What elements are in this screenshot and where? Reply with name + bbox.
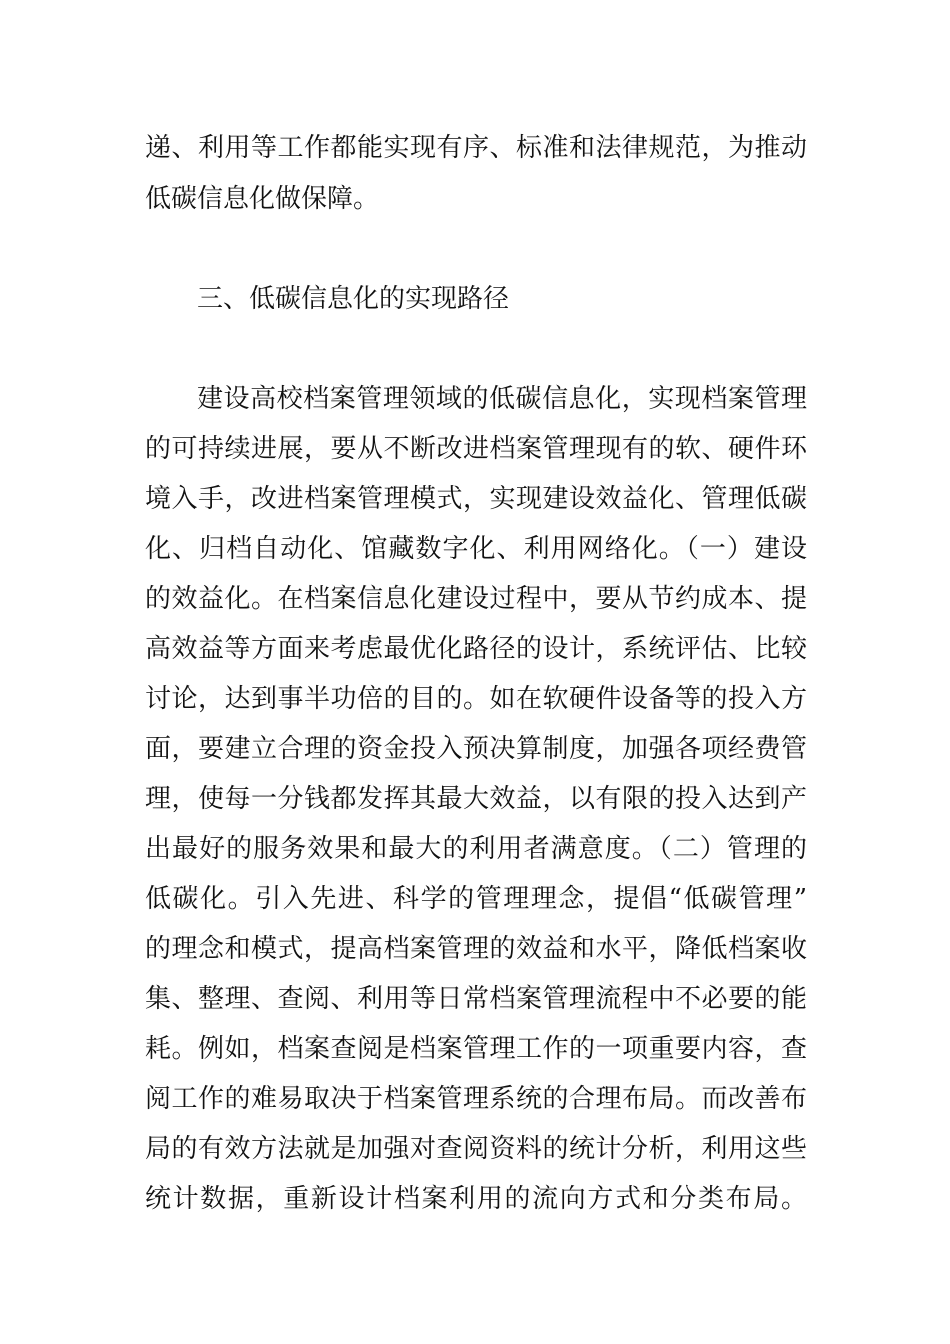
paragraph-line: 建设高校档案管理领域的低碳信息化，实现档案管理: [197, 384, 807, 414]
paragraph-line: 化、归档自动化、馆藏数字化、利用网络化。（一）建设: [145, 534, 807, 564]
paragraph-line: 出最好的服务效果和最大的利用者满意度。（二）管理的: [145, 834, 807, 864]
paragraph-line: 低碳化。引入先进、科学的管理理念，提倡“低碳管理”: [145, 884, 807, 914]
paragraph-line: 境入手，改进档案管理模式，实现建设效益化、管理低碳: [145, 484, 807, 514]
paragraph-line: 统计数据，重新设计档案利用的流向方式和分类布局。: [145, 1184, 807, 1214]
paragraph-line: 阅工作的难易取决于档案管理系统的合理布局。而改善布: [145, 1084, 807, 1114]
paragraph-line: 低碳信息化做保障。: [145, 184, 380, 214]
paragraph-line: 的效益化。在档案信息化建设过程中，要从节约成本、提: [145, 584, 807, 614]
paragraph-line: 高效益等方面来考虑最优化路径的设计，系统评估、比较: [145, 634, 807, 664]
paragraph-line: 耗。例如，档案查阅是档案管理工作的一项重要内容，查: [145, 1034, 807, 1064]
paragraph-line: 局的有效方法就是加强对查阅资料的统计分析，利用这些: [145, 1134, 807, 1164]
paragraph-line: 讨论，达到事半功倍的目的。如在软硬件设备等的投入方: [145, 684, 807, 714]
paragraph-line: 集、整理、查阅、利用等日常档案管理流程中不必要的能: [145, 984, 807, 1014]
paragraph-line: 面，要建立合理的资金投入预决算制度，加强各项经费管: [145, 734, 807, 764]
paragraph-line: 理，使每一分钱都发挥其最大效益，以有限的投入达到产: [145, 784, 807, 814]
paragraph-line: 的理念和模式，提高档案管理的效益和水平，降低档案收: [145, 934, 807, 964]
paragraph-line: 的可持续进展，要从不断改进档案管理现有的软、硬件环: [145, 434, 807, 464]
paragraph-line: 递、利用等工作都能实现有序、标准和法律规范，为推动: [145, 133, 807, 163]
section-heading: 三、低碳信息化的实现路径: [197, 284, 510, 314]
